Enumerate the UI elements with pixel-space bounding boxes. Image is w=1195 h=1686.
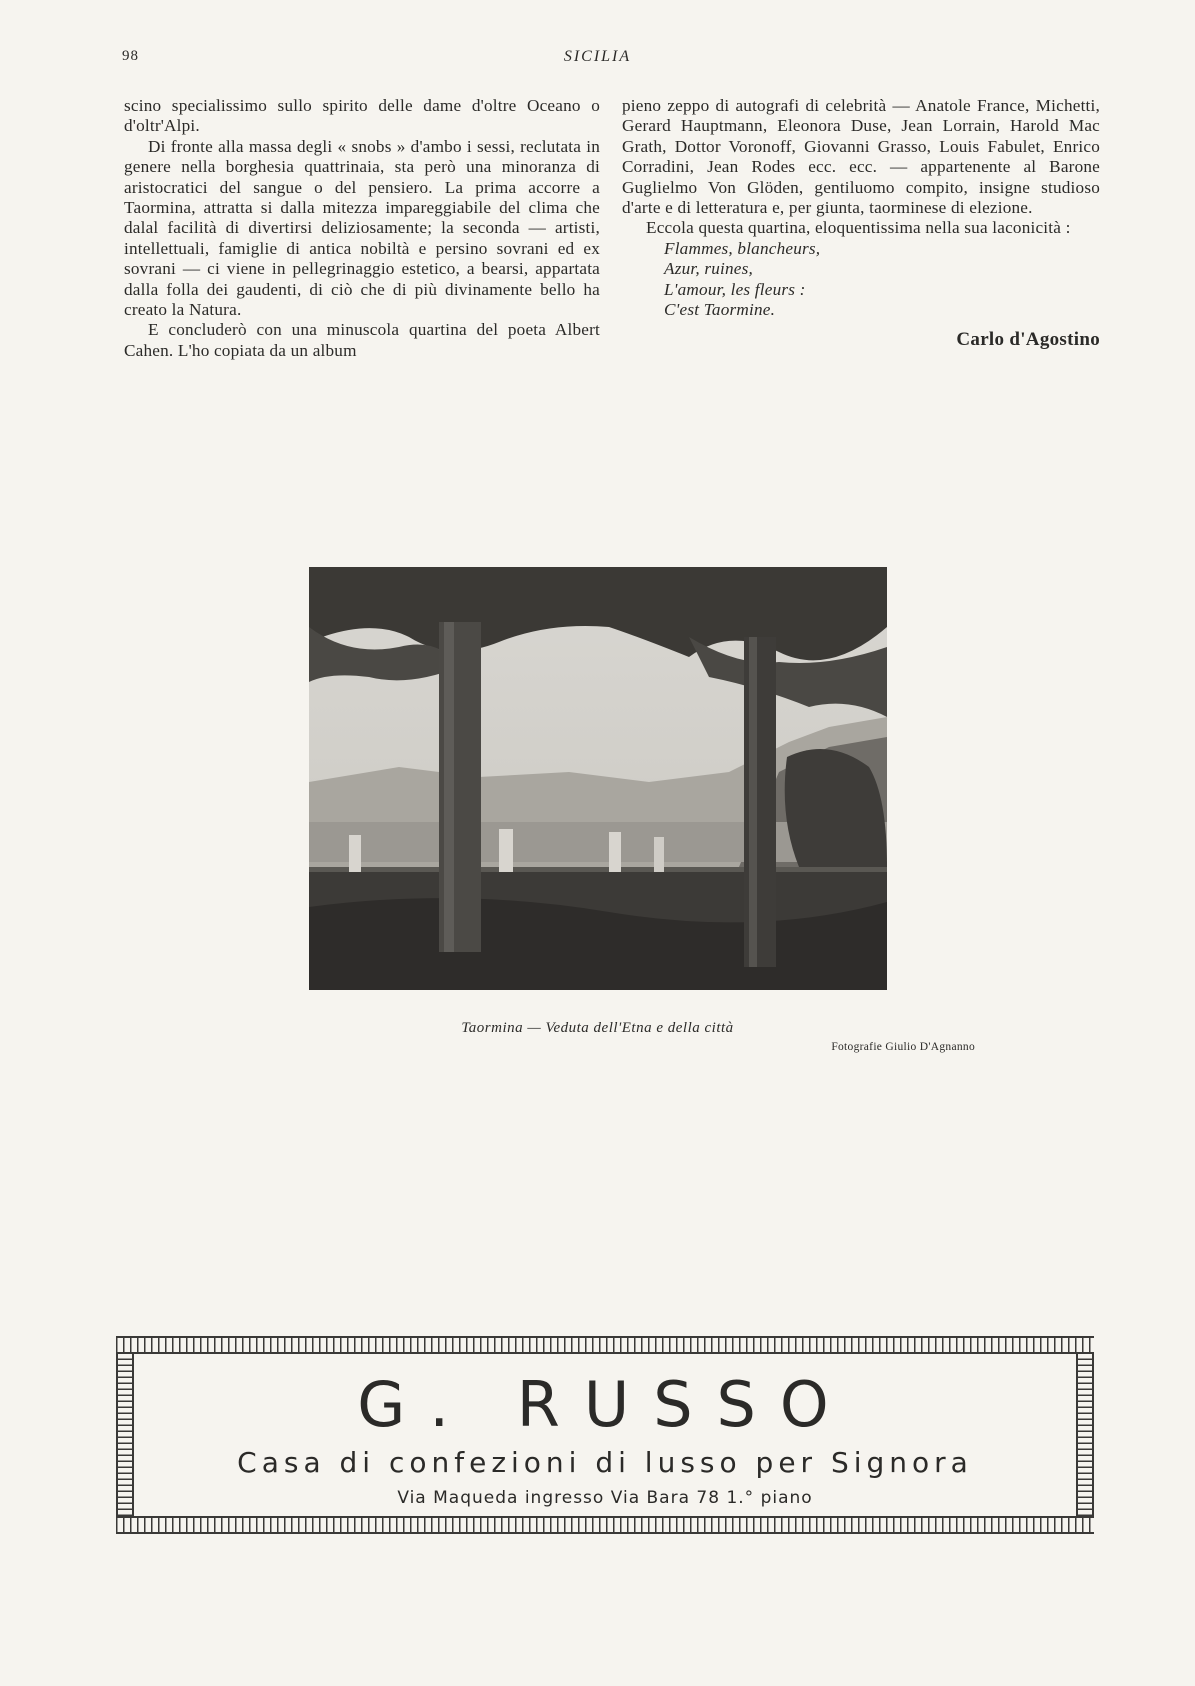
- article-left-column: [124, 96, 600, 361]
- article-right-column: [622, 96, 1100, 351]
- running-head: SICILIA: [563, 48, 632, 65]
- ad-business-name: G. RUSSO: [357, 1368, 853, 1441]
- figure-caption: Taormina — Veduta dell'Etna e della città: [461, 1020, 734, 1036]
- verse-line: C'est Taormine.: [664, 300, 776, 320]
- advertisement: [116, 1336, 1094, 1534]
- ad-tagline: Casa di confezioni di lusso per Signora: [237, 1446, 973, 1479]
- page-number: 98: [122, 48, 139, 64]
- photograph-taormina: [309, 567, 887, 990]
- paragraph: E concluderò con una minuscola quartina del poeta Albert Cahen. L'ho copiata da un album: [124, 320, 600, 360]
- verse-line: Flammes, blancheurs,: [664, 238, 821, 258]
- paragraph: scino specialissimo sullo spirito delle dame d'oltre Oceano o d'oltr'Alpi.: [124, 96, 600, 136]
- photo-credit: Fotografie Giulio D'Agnanno: [831, 1041, 975, 1053]
- author-signature: Carlo d'Agostino: [956, 329, 1100, 351]
- ad-border-bottom: [116, 1516, 1094, 1534]
- paragraph: pieno zeppo di autografi di celebrità — Anatole France, Michetti, Gerard Hauptmann, Eleonora Duse, Jean Lorrain, Harold Mac Grath, Dottor Voronoff, Giovanni Grasso, Louis Fabulet, Enrico Corradini, Jean Rodes ecc. ecc. — appartenente al Barone Guglielmo Von Glöden, gentiluomo compito, insigne studioso d'arte e di letteratura e, per giunta, taorminese di elezione.: [622, 96, 1100, 218]
- ad-border-top: [116, 1336, 1094, 1354]
- quatrain: [664, 239, 1100, 321]
- paragraph: Di fronte alla massa degli « snobs » d'ambo i sessi, reclutata in genere nella borghesia quattrinaia, sta però una minoranza di aristocratici del sangue o del pensiero. La prima accorre a Taormina, attratta si dalla mitezza impareggiabile del clima che dalal facilità di divertirsi deliziosamente; la seconda — artisti, intellettuali, famiglie di antica nobiltà e persino sovrani ed ex sovrani — ci viene in pellegrinaggio estetico, a bearsi, appartata dalla folla dei gaudenti, di ciò che di più divinamente bello ha creato la Natura.: [124, 136, 600, 320]
- paragraph: Eccola questa quartina, eloquentissima nella sua laconicità :: [646, 218, 1071, 238]
- verse-line: L'amour, les fleurs :: [664, 279, 806, 299]
- verse-line: Azur, ruines,: [664, 259, 754, 279]
- ad-address: Via Maqueda ingresso Via Bara 78 1.° piano: [397, 1488, 813, 1508]
